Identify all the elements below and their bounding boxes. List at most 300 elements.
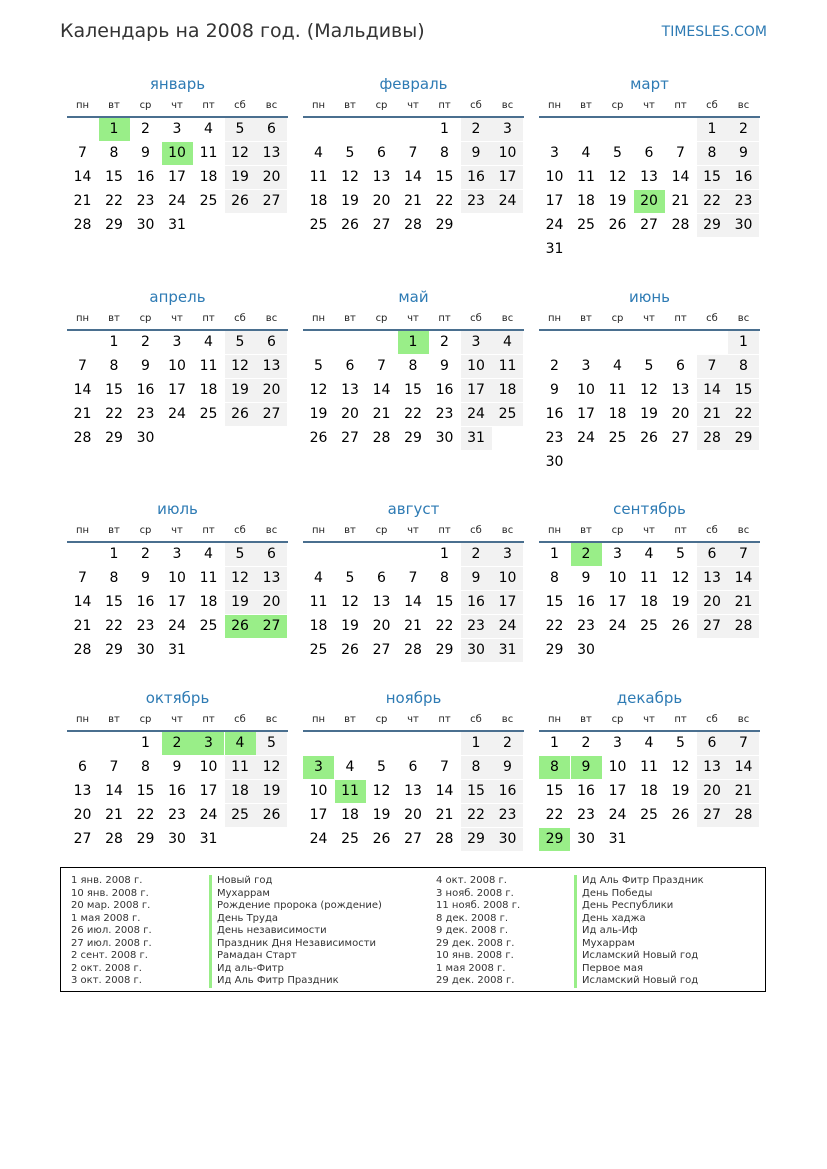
day-cell: 12 — [671, 570, 690, 586]
day-cell: 15 — [105, 594, 123, 610]
day-cell: 3 — [613, 546, 622, 562]
day-cell: 22 — [728, 403, 759, 426]
weekday-label: пт — [438, 313, 451, 324]
weekday-label: ср — [611, 100, 624, 111]
day-cell: 28 — [728, 615, 759, 638]
day-cell: 14 — [372, 382, 391, 398]
day-cell: 1 — [440, 546, 449, 562]
day-cell: 26 — [671, 807, 690, 823]
weekday-label: пн — [75, 100, 90, 111]
day-cell: 30 — [136, 642, 155, 658]
day-cell: 3 — [581, 358, 591, 374]
day-cell: 20 — [372, 618, 391, 634]
day-cell: 10 — [492, 567, 523, 590]
day-cell: 15 — [435, 594, 454, 610]
day-cell: 30 — [136, 430, 155, 446]
day-cell: 15 — [404, 382, 422, 398]
day-cell: 21 — [73, 618, 92, 634]
weekday-label: вт — [344, 100, 356, 111]
day-cell: 5 — [613, 145, 622, 161]
day-cell: 12 — [640, 382, 658, 398]
day-cell: 22 — [136, 807, 155, 823]
day-cell: 6 — [697, 543, 728, 566]
holiday-day-cell: 2 — [571, 543, 602, 566]
day-cell: 26 — [225, 403, 256, 426]
day-cell: 30 — [492, 828, 523, 851]
holiday-day-cell: 1 — [99, 118, 130, 141]
day-cell: 11 — [640, 759, 658, 775]
day-cell: 11 — [309, 169, 328, 185]
day-cell: 22 — [105, 618, 123, 634]
day-cell: 14 — [435, 783, 454, 799]
weekday-label: ср — [611, 714, 624, 725]
legend-names-right — [574, 875, 704, 988]
day-cell: 4 — [644, 546, 654, 562]
day-cell: 9 — [461, 142, 492, 165]
day-cell: 1 — [109, 334, 119, 350]
day-cell: 20 — [697, 591, 728, 614]
day-cell: 1 — [550, 735, 559, 751]
day-cell: 3 — [492, 118, 523, 141]
day-cell: 4 — [314, 570, 323, 586]
weekday-label: вс — [737, 313, 750, 324]
day-cell: 20 — [671, 406, 690, 422]
weekday-label: пт — [202, 525, 215, 536]
day-cell: 13 — [697, 567, 728, 590]
weekday-label: вс — [501, 100, 514, 111]
weekday-label: сб — [234, 313, 246, 324]
day-cell: 3 — [172, 546, 182, 562]
day-cell: 9 — [440, 358, 449, 374]
day-cell: 5 — [377, 759, 386, 775]
day-cell: 15 — [105, 169, 123, 185]
day-cell: 13 — [697, 756, 728, 779]
day-cell: 7 — [676, 145, 685, 161]
month-name: июль — [157, 500, 198, 518]
day-cell: 25 — [640, 807, 658, 823]
holiday-day-cell: 10 — [162, 142, 193, 165]
day-cell: 29 — [105, 642, 123, 658]
day-cell: 19 — [225, 379, 256, 402]
day-cell: 29 — [435, 217, 454, 233]
day-cell: 15 — [545, 594, 564, 610]
weekday-label: пн — [311, 100, 326, 111]
legend-date: 8 дек. 2008 г. — [436, 912, 509, 924]
legend-date: 29 дек. 2008 г. — [436, 937, 515, 949]
day-cell: 31 — [168, 642, 186, 658]
day-cell: 6 — [377, 145, 386, 161]
weekday-label: вс — [737, 714, 750, 725]
day-cell: 23 — [136, 406, 155, 422]
day-cell: 13 — [372, 594, 391, 610]
day-cell: 3 — [461, 331, 492, 354]
day-cell: 17 — [168, 382, 186, 398]
weekday-label: пт — [202, 100, 215, 111]
day-cell: 27 — [697, 615, 728, 638]
day-cell: 18 — [341, 807, 359, 823]
day-cell: 19 — [341, 618, 359, 634]
day-cell: 2 — [461, 118, 492, 141]
day-cell: 11 — [199, 570, 218, 586]
day-cell: 21 — [404, 193, 422, 209]
day-cell: 7 — [728, 543, 759, 566]
day-cell: 13 — [372, 169, 391, 185]
day-cell: 28 — [435, 831, 454, 847]
day-cell: 16 — [492, 780, 523, 803]
day-cell: 27 — [640, 217, 658, 233]
day-cell: 30 — [435, 430, 454, 446]
day-cell: 9 — [141, 358, 150, 374]
day-cell: 23 — [545, 430, 564, 446]
day-cell: 26 — [225, 190, 256, 213]
day-cell: 20 — [404, 807, 422, 823]
legend-date: 26 июл. 2008 г. — [71, 925, 152, 936]
month-name: декабрь — [616, 689, 683, 707]
day-cell: 8 — [440, 570, 449, 586]
day-cell: 10 — [199, 759, 218, 775]
weekday-label: ср — [375, 525, 388, 536]
legend-holiday-name: День хаджа — [574, 913, 704, 926]
day-cell: 21 — [728, 780, 759, 803]
day-cell: 16 — [435, 382, 454, 398]
legend-holiday-name: Ид аль-Иф — [574, 925, 704, 938]
day-cell: 20 — [372, 193, 391, 209]
day-cell: 16 — [136, 594, 155, 610]
day-cell: 27 — [372, 217, 391, 233]
day-cell: 21 — [671, 193, 690, 209]
day-cell: 4 — [345, 759, 355, 775]
day-cell: 5 — [225, 543, 256, 566]
day-cell: 15 — [545, 783, 564, 799]
day-cell: 24 — [608, 618, 627, 634]
day-cell: 21 — [404, 618, 422, 634]
day-cell: 12 — [256, 756, 287, 779]
month-name: январь — [149, 75, 206, 93]
day-cell: 9 — [172, 759, 182, 775]
day-cell: 14 — [105, 783, 123, 799]
day-cell: 3 — [613, 735, 622, 751]
day-cell: 11 — [199, 358, 218, 374]
day-cell: 28 — [372, 430, 391, 446]
weekday-label: вт — [580, 714, 592, 725]
day-cell: 21 — [73, 193, 92, 209]
weekday-label: сб — [470, 525, 482, 536]
day-cell: 5 — [345, 570, 355, 586]
day-cell: 20 — [256, 591, 287, 614]
day-cell: 20 — [697, 780, 728, 803]
day-cell: 16 — [136, 169, 155, 185]
day-cell: 16 — [168, 783, 186, 799]
weekday-label: вт — [580, 100, 592, 111]
day-cell: 12 — [309, 382, 328, 398]
month-name: июнь — [628, 288, 671, 306]
day-cell: 11 — [640, 570, 658, 586]
day-cell: 28 — [73, 217, 92, 233]
month-name: апрель — [149, 288, 206, 306]
day-cell: 6 — [408, 759, 418, 775]
day-cell: 5 — [676, 546, 685, 562]
weekday-label: сб — [470, 714, 482, 725]
day-cell: 27 — [341, 430, 359, 446]
weekday-label: вс — [265, 100, 278, 111]
day-cell: 18 — [309, 193, 328, 209]
month-name: май — [398, 288, 429, 306]
legend-holiday-name: Праздник Дня Независимости — [209, 938, 382, 951]
day-cell: 13 — [671, 382, 690, 398]
day-cell: 25 — [309, 642, 328, 658]
day-cell: 26 — [341, 642, 359, 658]
weekday-label: пн — [311, 714, 326, 725]
legend-date: 1 мая 2008 г. — [71, 912, 141, 924]
day-cell: 28 — [697, 427, 728, 450]
day-cell: 2 — [440, 334, 449, 350]
day-cell: 8 — [109, 145, 119, 161]
weekday-label: пт — [202, 313, 215, 324]
day-cell: 2 — [550, 358, 559, 374]
day-cell: 21 — [73, 406, 92, 422]
day-cell: 15 — [136, 783, 155, 799]
legend-holiday-name: День Труда — [209, 913, 382, 926]
weekday-label: чт — [171, 100, 183, 111]
day-cell: 27 — [256, 403, 287, 426]
weekday-label: чт — [407, 313, 419, 324]
day-cell: 25 — [225, 804, 256, 827]
day-cell: 5 — [225, 331, 256, 354]
weekday-label: чт — [407, 100, 419, 111]
day-cell: 15 — [461, 780, 492, 803]
weekday-label: пн — [547, 525, 562, 536]
day-cell: 2 — [461, 543, 492, 566]
day-cell: 19 — [256, 780, 287, 803]
day-cell: 8 — [440, 145, 449, 161]
day-cell: 24 — [199, 807, 218, 823]
day-cell: 19 — [309, 406, 328, 422]
day-cell: 2 — [141, 334, 150, 350]
day-cell: 13 — [256, 355, 287, 378]
day-cell: 28 — [404, 217, 422, 233]
weekday-label: сб — [234, 100, 246, 111]
day-cell: 17 — [577, 406, 595, 422]
day-cell: 17 — [492, 591, 523, 614]
day-cell: 19 — [640, 406, 658, 422]
day-cell: 25 — [341, 831, 359, 847]
day-cell: 9 — [141, 570, 150, 586]
weekday-label: сб — [706, 714, 718, 725]
weekday-label: вс — [501, 525, 514, 536]
day-cell: 7 — [377, 358, 386, 374]
day-cell: 15 — [728, 379, 759, 402]
day-cell: 2 — [141, 546, 150, 562]
day-cell: 23 — [728, 190, 759, 213]
weekday-label: пн — [311, 525, 326, 536]
day-cell: 9 — [141, 145, 150, 161]
legend-date: 1 мая 2008 г. — [436, 962, 506, 974]
day-cell: 28 — [728, 804, 759, 827]
holiday-day-cell: 8 — [539, 756, 570, 779]
day-cell: 6 — [256, 543, 287, 566]
day-cell: 5 — [256, 732, 287, 755]
day-cell: 17 — [608, 783, 627, 799]
day-cell: 14 — [404, 169, 422, 185]
day-cell: 26 — [341, 217, 359, 233]
legend-date: 2 окт. 2008 г. — [71, 962, 142, 974]
weekday-label: чт — [171, 313, 183, 324]
day-cell: 18 — [577, 193, 595, 209]
day-cell: 29 — [404, 430, 422, 446]
weekday-label: сб — [470, 100, 482, 111]
weekday-label: вт — [580, 525, 592, 536]
legend-holiday-name: Мухаррам — [209, 888, 382, 901]
day-cell: 21 — [372, 406, 391, 422]
weekday-label: вс — [265, 525, 278, 536]
legend-date: 3 окт. 2008 г. — [71, 975, 142, 986]
day-cell: 13 — [404, 783, 422, 799]
day-cell: 2 — [581, 735, 591, 751]
day-cell: 31 — [461, 427, 492, 450]
day-cell: 30 — [577, 642, 595, 658]
day-cell: 30 — [577, 831, 595, 847]
day-cell: 6 — [256, 118, 287, 141]
day-cell: 4 — [492, 331, 523, 354]
day-cell: 18 — [640, 594, 658, 610]
legend-holiday-name: Ид Аль Фитр Праздник — [209, 975, 382, 988]
weekday-label: пт — [438, 714, 451, 725]
day-cell: 17 — [199, 783, 218, 799]
day-cell: 8 — [141, 759, 150, 775]
day-cell: 19 — [671, 783, 690, 799]
day-cell: 22 — [105, 406, 123, 422]
day-cell: 4 — [644, 735, 654, 751]
day-cell: 6 — [697, 732, 728, 755]
day-cell: 9 — [581, 570, 591, 586]
holiday-day-cell: 27 — [256, 615, 287, 638]
day-cell: 18 — [492, 379, 523, 402]
day-cell: 17 — [309, 807, 328, 823]
day-cell: 18 — [199, 382, 218, 398]
day-cell: 25 — [199, 193, 218, 209]
weekday-label: ср — [139, 313, 152, 324]
legend-holiday-name: Мухаррам — [574, 938, 704, 951]
holiday-day-cell: 3 — [303, 756, 334, 779]
weekday-label: чт — [171, 525, 183, 536]
day-cell: 10 — [545, 169, 564, 185]
day-cell: 17 — [168, 594, 186, 610]
day-cell: 30 — [545, 454, 564, 470]
holiday-day-cell: 26 — [225, 615, 256, 638]
day-cell: 25 — [492, 403, 523, 426]
day-cell: 8 — [697, 142, 728, 165]
legend-holiday-name: Ид Аль Фитр Праздник — [574, 875, 704, 888]
day-cell: 25 — [199, 618, 218, 634]
legend-names-left — [209, 875, 382, 988]
day-cell: 22 — [435, 193, 454, 209]
day-cell: 24 — [168, 618, 186, 634]
day-cell: 15 — [697, 166, 728, 189]
day-cell: 4 — [314, 145, 323, 161]
day-cell: 14 — [73, 169, 92, 185]
legend-holiday-name: Рамадан Старт — [209, 950, 382, 963]
weekday-label: вт — [108, 714, 120, 725]
holiday-day-cell: 9 — [571, 756, 602, 779]
day-cell: 14 — [728, 756, 759, 779]
holiday-day-cell: 11 — [335, 780, 366, 803]
weekday-label: пт — [674, 714, 687, 725]
day-cell: 15 — [105, 382, 123, 398]
month-name: август — [387, 500, 440, 518]
day-cell: 30 — [461, 639, 492, 662]
day-cell: 12 — [225, 355, 256, 378]
weekday-label: пт — [674, 525, 687, 536]
day-cell: 18 — [199, 169, 218, 185]
weekday-label: вс — [737, 100, 750, 111]
site-link[interactable]: TIMESLES.COM — [661, 24, 767, 40]
day-cell: 10 — [608, 570, 627, 586]
weekday-label: пн — [547, 100, 562, 111]
weekday-label: ср — [139, 714, 152, 725]
legend-holiday-name: Ид аль-Фитр — [209, 963, 382, 976]
weekday-label: пн — [547, 714, 562, 725]
legend-date: 9 дек. 2008 г. — [436, 925, 509, 936]
day-cell: 21 — [435, 807, 454, 823]
day-cell: 10 — [168, 358, 186, 374]
day-cell: 9 — [461, 567, 492, 590]
weekday-label: сб — [470, 313, 482, 324]
day-cell: 17 — [608, 594, 627, 610]
day-cell: 26 — [671, 618, 690, 634]
day-cell: 29 — [435, 642, 454, 658]
weekday-label: пн — [75, 313, 90, 324]
day-cell: 12 — [341, 169, 359, 185]
month-name: сентябрь — [613, 500, 686, 518]
weekday-label: вс — [737, 525, 750, 536]
day-cell: 11 — [199, 145, 218, 161]
day-cell: 7 — [408, 145, 418, 161]
weekday-label: ср — [375, 313, 388, 324]
day-cell: 22 — [435, 618, 454, 634]
day-cell: 26 — [309, 430, 328, 446]
day-cell: 29 — [461, 828, 492, 851]
weekday-label: вт — [108, 525, 120, 536]
weekday-label: чт — [643, 313, 655, 324]
day-cell: 24 — [168, 406, 186, 422]
day-cell: 22 — [545, 618, 564, 634]
weekday-label: пт — [674, 313, 687, 324]
day-cell: 13 — [73, 783, 92, 799]
day-cell: 18 — [309, 618, 328, 634]
day-cell: 25 — [608, 430, 627, 446]
day-cell: 30 — [168, 831, 186, 847]
day-cell: 13 — [640, 169, 658, 185]
day-cell: 11 — [608, 382, 627, 398]
day-cell: 7 — [697, 355, 728, 378]
day-cell: 20 — [256, 166, 287, 189]
day-cell: 24 — [608, 807, 627, 823]
day-cell: 17 — [461, 379, 492, 402]
day-cell: 15 — [435, 169, 454, 185]
day-cell: 7 — [408, 570, 418, 586]
day-cell: 9 — [492, 756, 523, 779]
legend-date: 2 сент. 2008 г. — [71, 950, 148, 961]
day-cell: 26 — [640, 430, 658, 446]
day-cell: 29 — [136, 831, 155, 847]
day-cell: 11 — [309, 594, 328, 610]
day-cell: 24 — [545, 217, 564, 233]
day-cell: 29 — [697, 214, 728, 237]
day-cell: 14 — [73, 382, 92, 398]
day-cell: 3 — [172, 121, 182, 137]
day-cell: 23 — [136, 193, 155, 209]
day-cell: 27 — [73, 831, 92, 847]
